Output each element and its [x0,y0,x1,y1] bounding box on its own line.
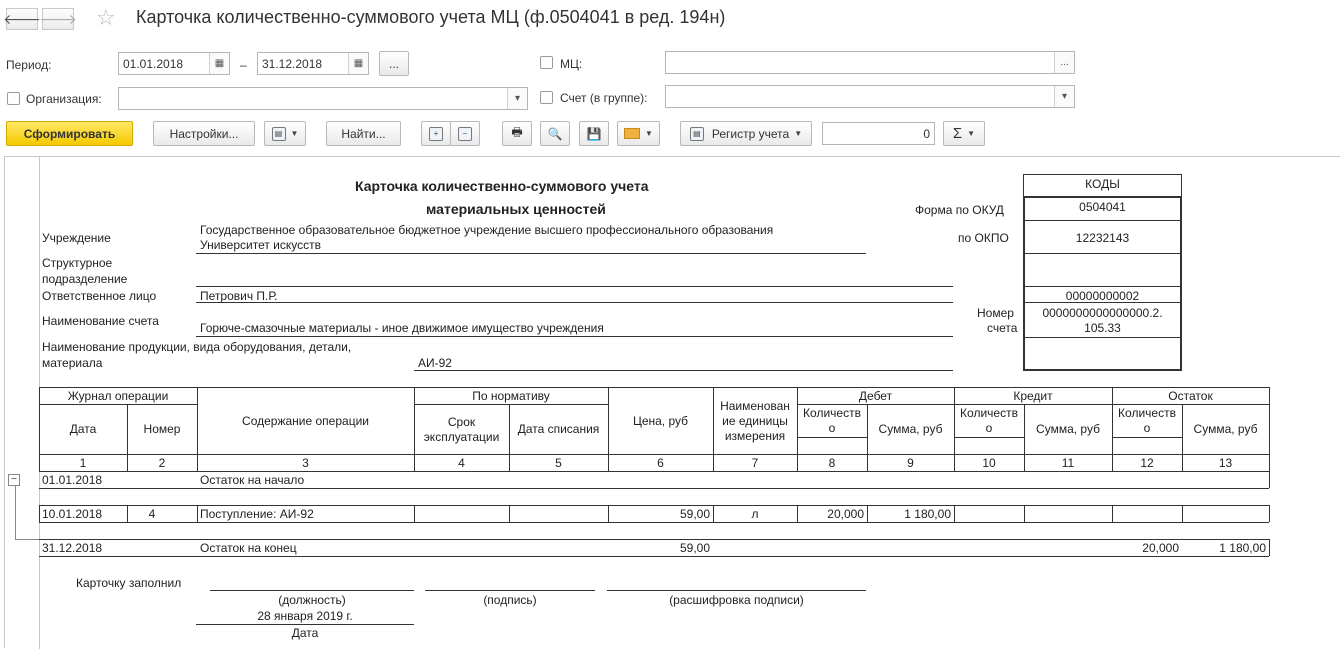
period-label: Период: [6,58,52,72]
settings-button[interactable]: Настройки... [153,121,255,146]
th-debit: Дебет [858,388,893,403]
col-number: 13 [1218,455,1233,470]
th-qty-line-2: о [1143,421,1151,435]
row-receipt-date[interactable]: 10.01.2018 [42,506,103,521]
sigma-icon: Σ [952,125,963,142]
account-label: Счет (в группе): [560,91,648,105]
institution-value-2: Университет искусств [200,238,321,252]
col-number: 11 [1061,455,1075,470]
th-qty-line-2: о [985,421,993,435]
th-unit-line-2: ие единицы [722,413,788,428]
period-dash: – [240,58,247,72]
report-title-line-1: Карточка количественно-суммового учета [355,178,649,194]
date-from-field[interactable] [118,52,230,75]
row-close-price[interactable]: 59,00 [679,540,710,555]
product-label-2: материала [42,356,103,370]
col-number: 6 [657,455,664,470]
collapse-group-icon[interactable]: − [8,474,20,486]
chevron-down-icon: ▼ [645,129,653,138]
okud-label: Форма по ОКУД [915,203,1004,217]
account-number-value-1: 0000000000000000.2. [1042,306,1163,320]
forward-button[interactable] [39,8,77,30]
th-debit-qty [797,405,867,437]
col-number: 3 [302,455,309,470]
printer-icon: 🖶 [511,125,523,139]
row-receipt-number[interactable]: 4 [148,506,156,521]
col-number: 1 [79,455,87,470]
calendar-icon[interactable]: ▦ [348,53,368,74]
save-button[interactable] [579,121,609,146]
okpo-label: по ОКПО [958,231,1009,245]
register-button[interactable] [680,121,812,146]
th-debit-sum: Сумма, руб [878,422,943,436]
responsible-person-label: Ответственное лицо [42,289,157,303]
floppy-disk-icon: 💾 [586,126,602,141]
account-name-value: Горюче-смазочные материалы - иное движимое имущество учреждения [200,321,604,335]
th-term [414,405,509,454]
collapse-groups-button[interactable] [450,121,480,146]
find-button[interactable]: Найти... [326,121,401,146]
th-balance-qty [1112,405,1182,437]
chevron-down-icon: ▼ [967,129,976,138]
row-receipt-debit-sum[interactable]: 1 180,00 [904,506,951,521]
account-name-label: Наименование счета [42,314,159,328]
row-open-content[interactable]: Остаток на начало [200,472,305,487]
okpo-value: 12232143 [1075,231,1130,245]
col-number: 4 [458,455,465,470]
th-number: Номер [143,422,181,436]
row-close-balance-qty[interactable]: 20,000 [1142,540,1179,555]
print-button[interactable] [502,121,532,146]
period-select-button[interactable]: ... [379,51,409,76]
structural-unit-label-2: подразделение [42,272,128,286]
generate-button[interactable]: Сформировать [6,121,133,146]
fill-date-caption: Дата [291,626,319,640]
th-price: Цена, руб [632,413,689,428]
col-number: 9 [907,455,914,470]
row-receipt-content[interactable]: Поступление: АИ-92 [200,506,314,521]
organization-checkbox[interactable] [7,92,20,105]
code-value: 00000000002 [1065,289,1140,303]
row-close-date[interactable]: 31.12.2018 [42,540,103,555]
date-to-value: 31.12.2018 [262,57,323,71]
sum-button[interactable] [943,121,985,146]
th-date: Дата [69,422,97,436]
row-close-content[interactable]: Остаток на конец [200,540,297,555]
fill-date-value: 28 января 2019 г. [257,609,353,623]
th-qty-line-1: Количеств [960,406,1018,420]
report-title-line-2: материальных ценностей [426,201,606,217]
responsible-person-value: Петрович П.Р. [200,289,278,303]
col-number: 8 [828,455,836,470]
select-more-icon[interactable]: ... [1054,52,1074,73]
col-number: 7 [751,455,759,470]
product-label-1: Наименование продукции, вида оборудования, детали, [42,340,352,354]
institution-label: Учреждение [42,231,111,245]
th-writeoff-date: Дата списания [517,422,600,436]
th-balance-sum: Сумма, руб [1193,422,1258,436]
product-value: АИ-92 [418,356,452,370]
th-normative: По нормативу [472,388,550,403]
star-icon[interactable]: ☆ [96,5,116,30]
filled-by-label: Карточку заполнил [76,576,182,590]
send-email-button[interactable] [617,121,660,146]
expand-groups-button[interactable] [421,121,451,146]
account-number-label-2: счета [987,321,1018,335]
row-receipt-price[interactable]: 59,00 [679,506,710,521]
page-title: Карточка количественно-суммового учета МЦ (ф.0504041 в ред. 194н) [136,7,726,27]
th-journal: Журнал операции [67,388,169,403]
th-unit [713,388,797,454]
arrow-right-icon: 🡒 [39,10,77,27]
th-unit-line-3: измерения [724,428,786,443]
col-number: 10 [982,455,996,470]
chevron-down-icon: ▼ [290,129,299,138]
signature-caption: (подпись) [483,593,537,607]
row-close-balance-sum[interactable]: 1 180,00 [1219,540,1266,555]
th-qty-line-1: Количеств [803,406,861,420]
variants-button[interactable] [264,121,306,146]
th-content: Содержание операции [242,413,369,428]
register-label: Регистр учета [711,126,790,141]
account-number-value-2: 105.33 [1084,321,1121,335]
th-unit-line-1: Наименован [720,398,790,413]
arrow-left-icon: 🡐 [3,10,41,27]
th-term-line-1: Срок [447,414,476,429]
organization-field[interactable] [118,87,528,110]
register-icon: ▤ [690,127,704,141]
account-field[interactable] [665,85,1075,108]
report-variants-icon: ▤ [272,127,286,141]
institution-value-1: Государственное образовательное бюджетное учреждение высшего профессионального образования [200,223,774,237]
organization-label: Организация: [26,92,102,106]
th-credit-sum: Сумма, руб [1036,422,1100,436]
account-number-label-1: Номер [977,306,1014,320]
date-to-field[interactable] [257,52,369,75]
codes-header: КОДЫ [1085,177,1120,191]
col-number: 5 [555,455,562,470]
account-checkbox[interactable] [540,91,553,104]
position-caption: (должность) [278,593,346,607]
calendar-icon[interactable]: ▦ [209,53,229,74]
mc-checkbox[interactable] [540,56,553,69]
back-button[interactable] [3,8,41,30]
mc-label: МЦ: [560,57,583,71]
mc-field[interactable] [665,51,1075,74]
collapse-groups-icon: − [458,127,472,141]
th-term-line-2: эксплуатации [423,429,500,444]
okud-value: 0504041 [1079,200,1126,214]
th-qty-line-1: Количеств [1118,406,1176,420]
col-number: 2 [158,455,166,470]
th-credit: Кредит [1013,388,1053,403]
preview-button[interactable] [540,121,570,146]
preview-icon: 🔍 [547,126,563,141]
col-number: 12 [1140,455,1154,470]
date-from-value: 01.01.2018 [123,57,184,71]
row-receipt-debit-qty[interactable]: 20,000 [827,506,864,521]
expand-groups-icon: + [429,127,443,141]
chevron-down-icon[interactable]: ▾ [507,88,527,109]
row-open-date[interactable]: 01.01.2018 [42,472,103,487]
chevron-down-icon: ▼ [794,129,803,138]
envelope-icon [624,128,640,139]
chevron-down-icon[interactable]: ▾ [1054,86,1074,107]
th-balance: Остаток [1168,388,1213,403]
structural-unit-label-1: Структурное [42,256,113,270]
row-receipt-unit[interactable]: л [751,506,759,521]
decoding-caption: (расшифровка подписи) [669,593,804,607]
sum-counter-field[interactable]: 0 [822,122,935,145]
th-credit-qty [954,405,1024,437]
th-qty-line-2: о [828,421,836,435]
